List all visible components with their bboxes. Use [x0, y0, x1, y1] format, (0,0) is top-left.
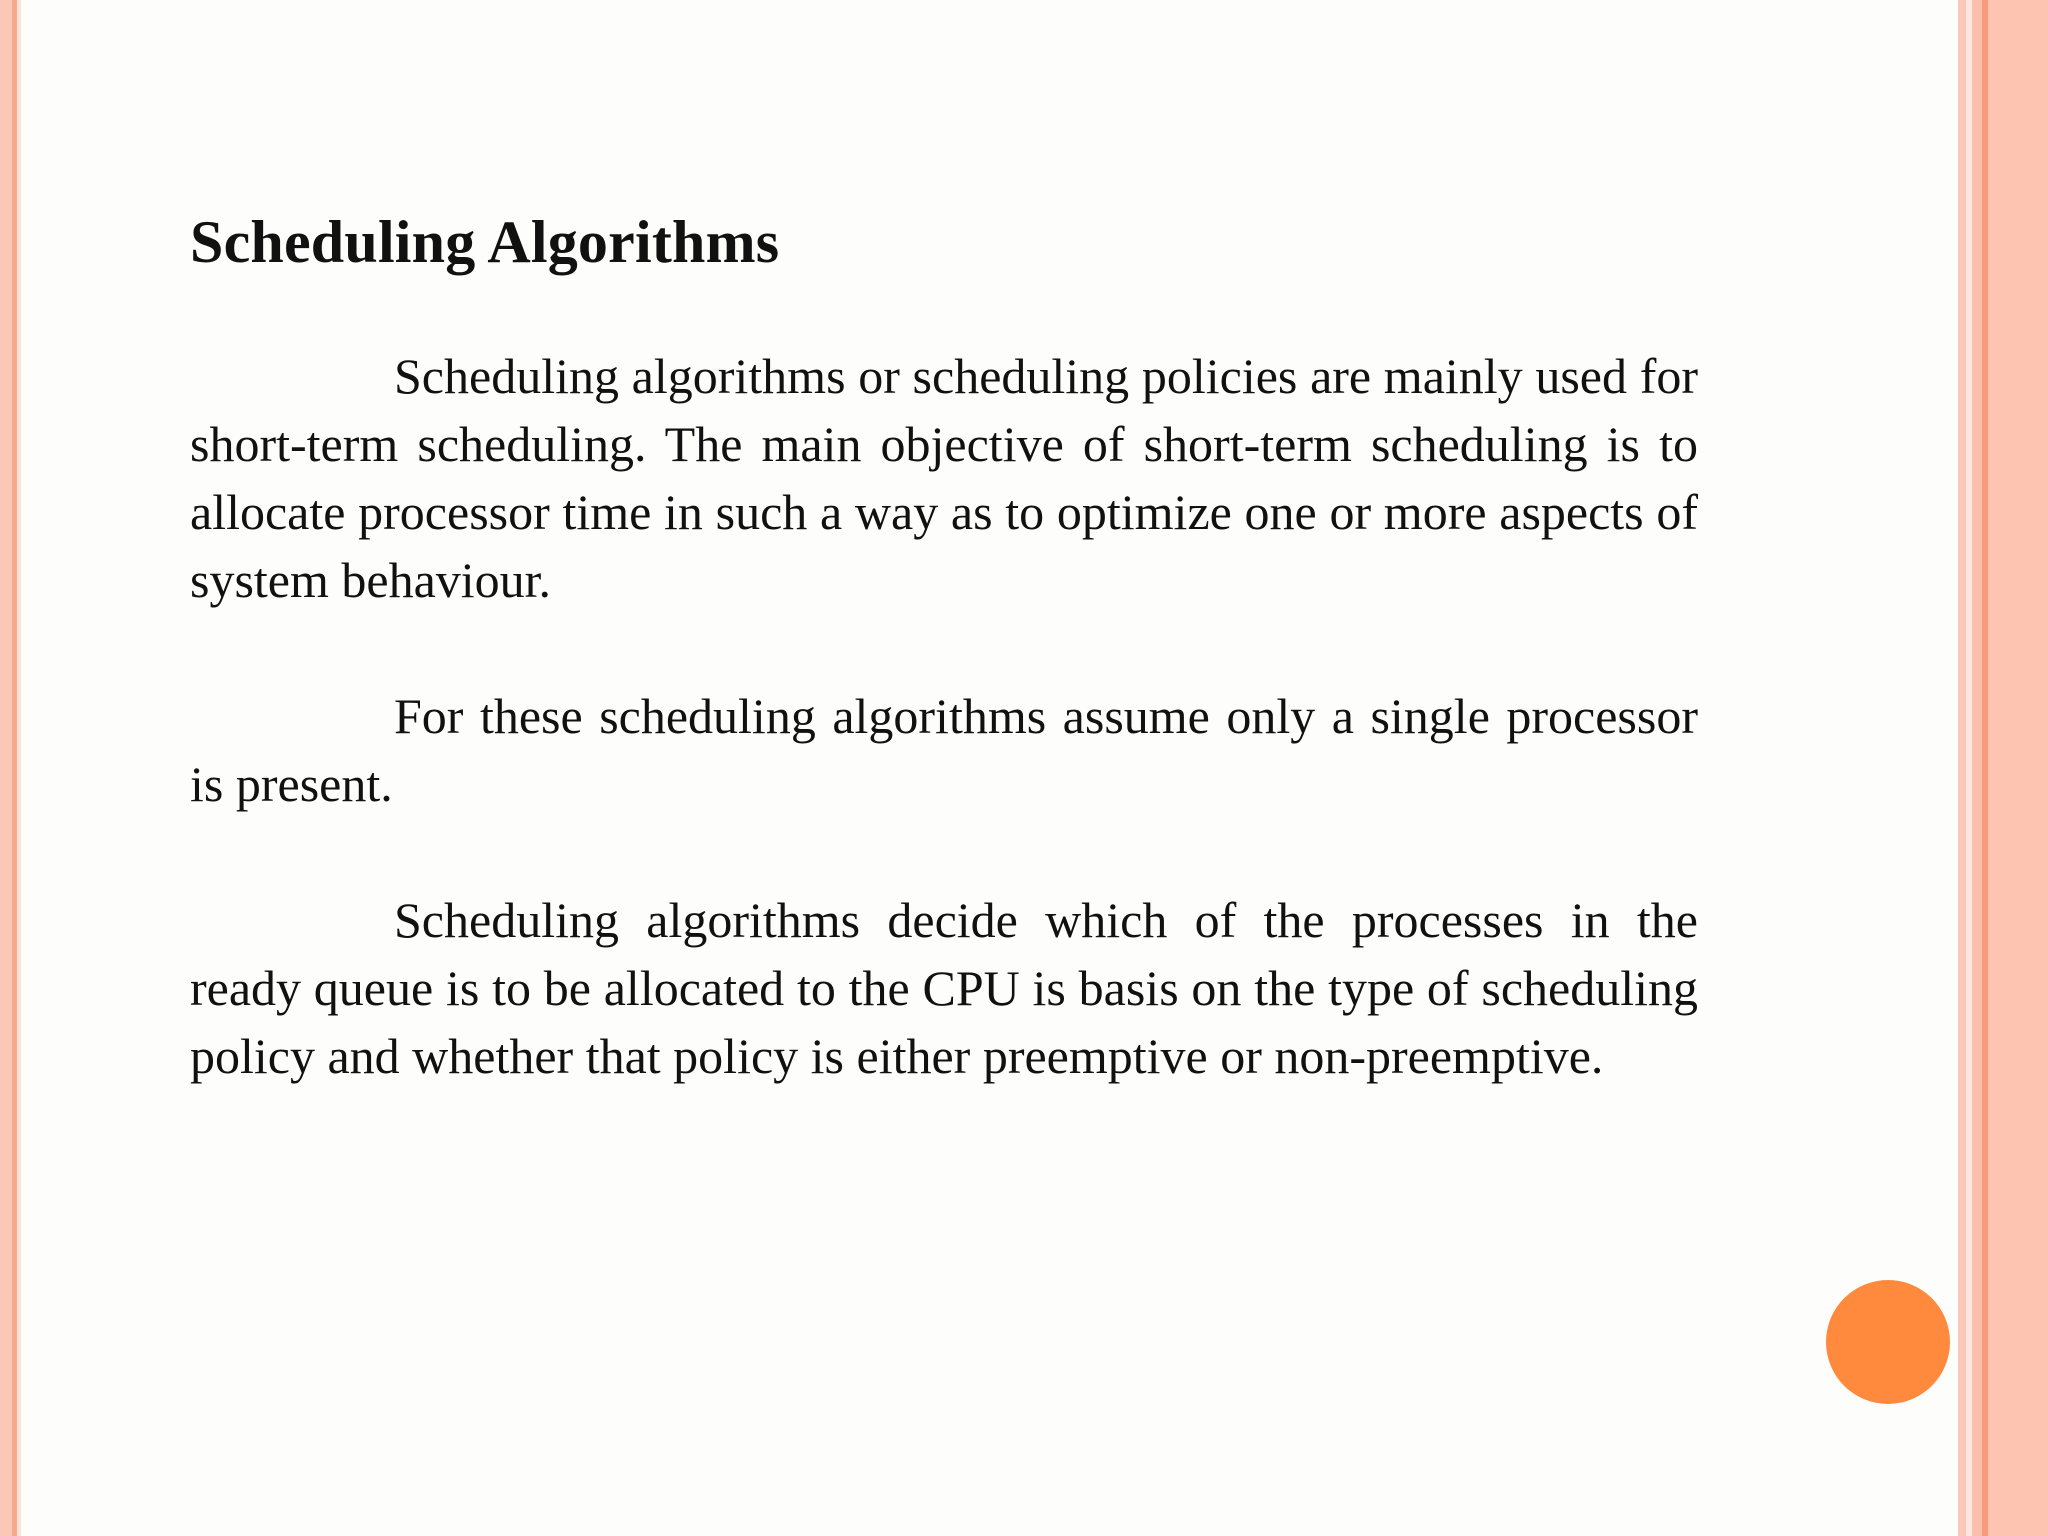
paragraph-decision: Scheduling algorithms decide which of the processes in the ready queue is to be allocated to the CPU is basis on the type of scheduling policy and whether that policy is either preemptive or non-preemptive.: [190, 892, 1698, 1084]
accent-circle-decoration: [1826, 1280, 1950, 1404]
slide-title: Scheduling Algorithms: [190, 209, 780, 275]
left-border-stripe-light: [17, 0, 21, 1536]
paragraph-single-processor: For these scheduling algorithms assume only a single processor is present.: [190, 688, 1698, 812]
paragraph-intro: Scheduling algorithms or scheduling policies are mainly used for short-term scheduling. The main objective of short-term scheduling is to allocate processor time in such a way as to optimize one or more aspects of system behaviour.: [190, 348, 1698, 608]
left-border-stripe: [0, 0, 12, 1536]
right-border-stripe: [1958, 0, 1966, 1536]
right-border-stripe: [1972, 0, 1982, 1536]
slide-content: [190, 200, 1698, 1090]
right-border-band: [1988, 0, 2048, 1536]
